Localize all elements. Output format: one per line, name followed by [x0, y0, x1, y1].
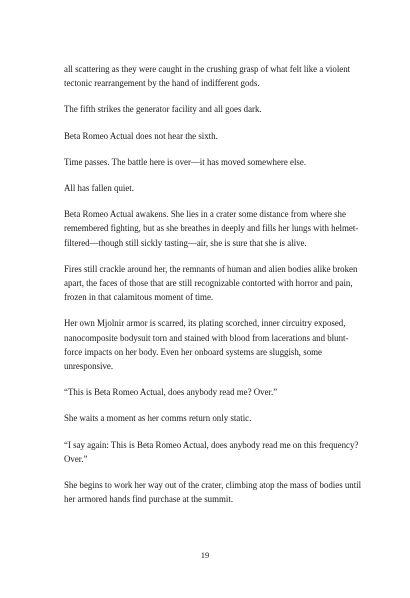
paragraph: “I say again: This is Beta Romeo Actual, does anybody read me on this frequency? Over.” — [64, 439, 359, 464]
paragraph: She begins to work her way out of the crater, climbing atop the mass of bodies until her armored hands find purchase at the summit. — [64, 480, 362, 505]
paragraph: Beta Romeo Actual awakens. She lies in a crater some distance from where she remembered fighting, but as she breathes in deeply and fills her lungs with helmet-filtered—though still sickly tasting—air, she is sure that she is alive. — [64, 209, 359, 248]
paragraph: She waits a moment as her comms return only static. — [64, 413, 252, 424]
paragraph: Fires still crackle around her, the remnants of human and alien bodies alike broken apart, the faces of those that are still recognizable contorted with horror and pain, frozen in that calamitous moment of time. — [64, 263, 358, 303]
paragraph: Her own Mjolnir armor is scarred, its plating scorched, inner circuitry exposed, nanocomposite bodysuit torn and stained with blood from lacerations and blunt-force impacts on her body. Even her onboard systems are sluggish, some unresponsive. — [64, 318, 349, 372]
body-text — [64, 62, 364, 518]
paragraph: All has fallen quiet. — [64, 183, 134, 194]
paragraph: all scattering as they were caught in the crushing grasp of what felt like a violent tectonic rearrangement by the hand of indifferent gods. — [64, 64, 351, 89]
paragraph: “This is Beta Romeo Actual, does anybody read me? Over.” — [64, 387, 278, 398]
paragraph: The fifth strikes the generator facility and all goes dark. — [64, 104, 262, 115]
page-number: 19 — [200, 550, 210, 560]
paragraph: Beta Romeo Actual does not hear the sixth. — [64, 130, 218, 141]
paragraph: Time passes. The battle here is over—it has moved somewhere else. — [64, 156, 307, 167]
